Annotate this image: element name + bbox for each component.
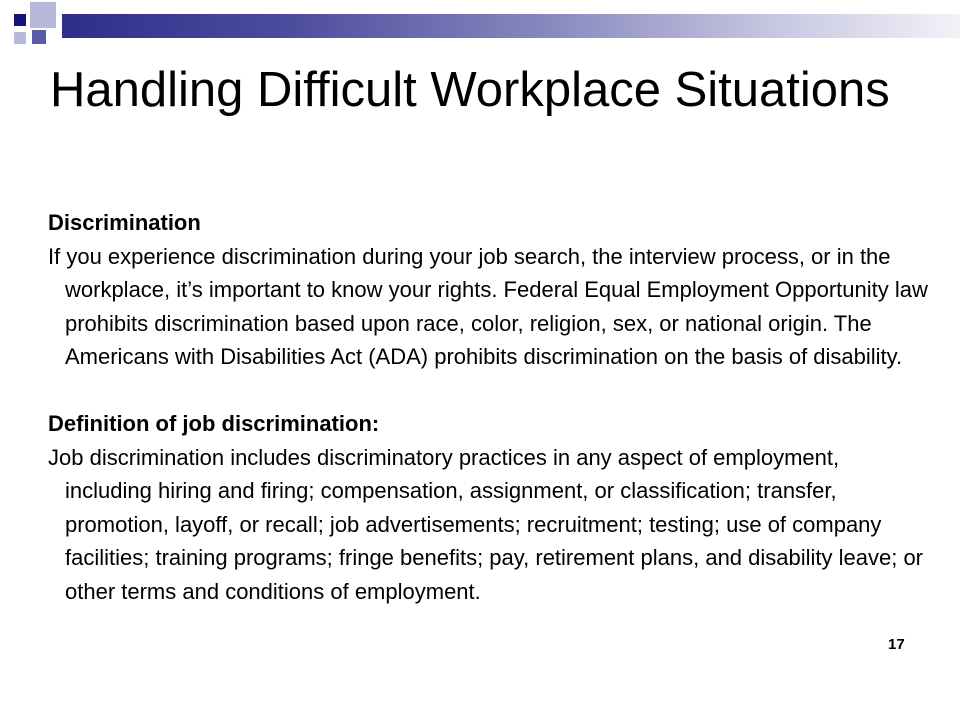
page-number: 17 <box>888 636 905 653</box>
header-gradient-band <box>62 14 960 38</box>
decor-square-light <box>30 2 56 28</box>
decor-square-light-small <box>14 32 26 44</box>
slide-content <box>48 206 928 608</box>
section-spacer <box>48 374 928 408</box>
section-body-definition: Job discrimination includes discriminatory practices in any aspect of employment, including hiring and firing; compensation, assignment, or classification; transfer, promotion, layoff, or recall; job advertisements; recruitment; testing; use of company facilities; training programs; fringe benefits; pay, retirement plans, and disability leave; or other terms and conditions of employment. <box>48 444 924 604</box>
decor-square-dark <box>14 14 26 26</box>
section-heading-definition: Definition of job discrimination: <box>48 411 380 436</box>
decor-square-mid <box>32 30 46 44</box>
section-heading-discrimination: Discrimination <box>48 210 201 235</box>
slide-title: Handling Difficult Workplace Situations <box>50 63 890 117</box>
section-body-discrimination: If you experience discrimination during your job search, the interview process, or in the workplace, it’s important to know your rights. Federal Equal Employment Opportunity law prohibits discrimination based upon race, color, religion, sex, or national origin. The Americans with Disabilities Act (ADA) prohibits discrimination on the basis of disability. <box>48 243 928 369</box>
